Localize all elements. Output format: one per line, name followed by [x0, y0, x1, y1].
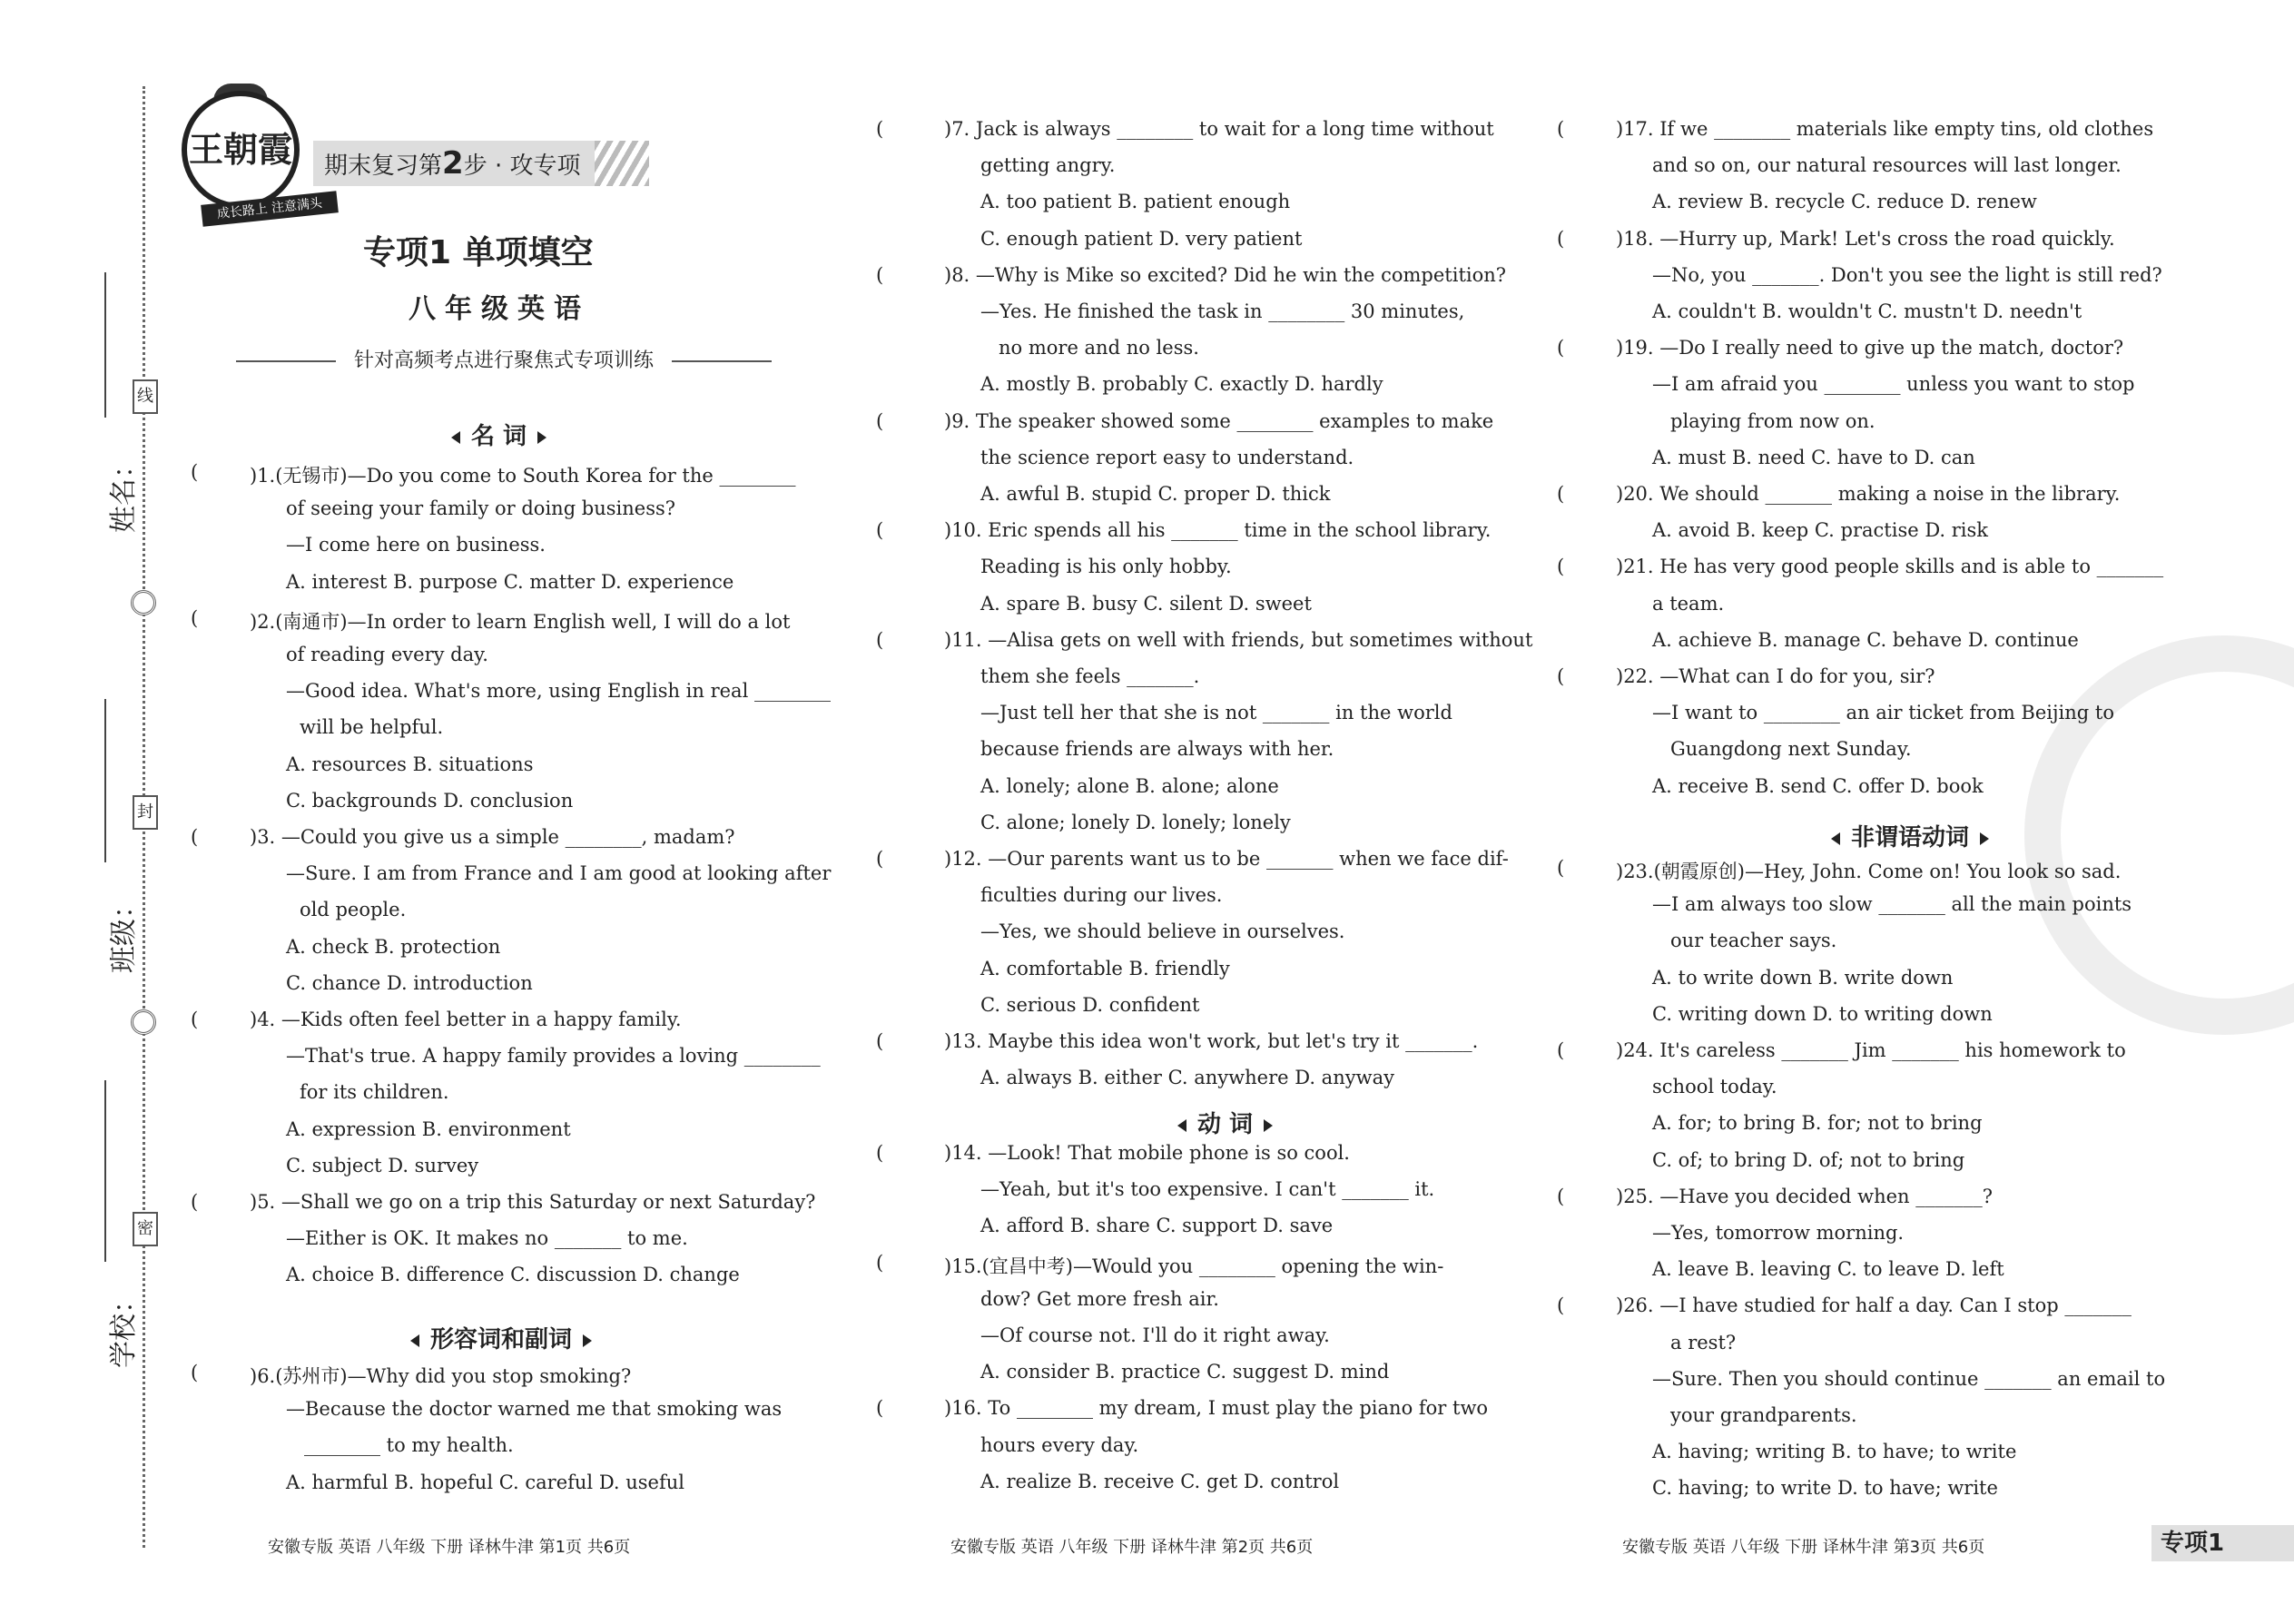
- question-line: a team.: [1652, 593, 1725, 615]
- binding-ring: [131, 1009, 156, 1035]
- question-line: —Sure. I am from France and I am good at looking after: [286, 862, 832, 884]
- question-line: A. achieve B. manage C. behave D. continue: [1652, 629, 2079, 651]
- question-line: C. chance D. introduction: [286, 972, 533, 994]
- question-line: —I come here on business.: [286, 534, 546, 556]
- answer-bracket[interactable]: (: [191, 607, 199, 629]
- answer-bracket[interactable]: (: [1557, 665, 1565, 687]
- question-line: A. for; to bring B. for; not to bring: [1652, 1112, 1983, 1134]
- mark-xian: 线: [133, 379, 158, 414]
- question-line: and so on, our natural resources will last longer.: [1652, 154, 2122, 176]
- question-line: A. choice B. difference C. discussion D. change: [286, 1264, 740, 1285]
- answer-bracket[interactable]: (: [876, 519, 884, 541]
- question-line: old people.: [300, 899, 407, 920]
- question-line: your grandparents.: [1670, 1404, 1857, 1426]
- question-line: —Just tell her that she is not _______ in the world: [980, 702, 1452, 723]
- answer-bracket[interactable]: (: [876, 848, 884, 870]
- banner-num: 2: [442, 145, 464, 182]
- question-line: A. consider B. practice C. suggest D. mind: [980, 1361, 1390, 1383]
- question-line: getting angry.: [980, 154, 1116, 176]
- answer-bracket[interactable]: (: [876, 1397, 884, 1419]
- answer-bracket[interactable]: (: [1557, 857, 1565, 879]
- question-line: a rest?: [1670, 1332, 1737, 1353]
- question-line: —Yes, tomorrow morning.: [1652, 1222, 1905, 1244]
- answer-bracket[interactable]: (: [1557, 483, 1565, 505]
- question-line: —Yes, we should believe in ourselves.: [980, 920, 1345, 942]
- logo-ribbon: 成长路上 注意满头: [201, 191, 339, 227]
- question-stem: )22. —What can I do for you, sir?: [1616, 665, 1935, 687]
- question-stem: )21. He has very good people skills and is able to _______: [1616, 556, 2164, 577]
- question-stem: )8. —Why is Mike so excited? Did he win the competition?: [944, 264, 1507, 286]
- question-line: —Good idea. What's more, using English in real ________: [286, 680, 831, 702]
- question-stem: )2.(南通市)—In order to learn English well, I will do a lot: [250, 611, 791, 633]
- question-line: —Sure. Then you should continue _______ an email to: [1652, 1368, 2166, 1390]
- question-stem: )17. If we ________ materials like empty tins, old clothes: [1616, 118, 2154, 140]
- question-line: —Yeah, but it's too expensive. I can't _______ it.: [980, 1178, 1435, 1200]
- question-line: no more and no less.: [999, 337, 1199, 359]
- watermark-stamp: [2024, 635, 2294, 1035]
- question-line: A. mostly B. probably C. exactly D. hardly: [980, 373, 1383, 395]
- question-line: C. subject D. survey: [286, 1155, 479, 1176]
- question-line: C. enough patient D. very patient: [980, 228, 1303, 250]
- question-line: A. awful B. stupid C. proper D. thick: [980, 483, 1331, 505]
- answer-bracket[interactable]: (: [191, 1191, 199, 1213]
- question-stem: )14. —Look! That mobile phone is so cool.: [944, 1142, 1350, 1164]
- question-line: —Either is OK. It makes no _______ to me.: [286, 1227, 688, 1249]
- answer-bracket[interactable]: (: [1557, 1294, 1565, 1316]
- answer-bracket[interactable]: (: [191, 826, 199, 848]
- section-verb: [1167, 1106, 1284, 1139]
- question-line: A. afford B. share C. support D. save: [980, 1215, 1334, 1236]
- brand-logo: 王朝霞: [182, 91, 300, 209]
- question-line: —That's true. A happy family provides a loving ________: [286, 1045, 821, 1067]
- question-stem: )7. Jack is always ________ to wait for a long time without: [944, 118, 1494, 140]
- question-line: them she feels _______.: [980, 665, 1200, 687]
- question-line: C. backgrounds D. conclusion: [286, 790, 574, 812]
- question-line: dow? Get more fresh air.: [980, 1288, 1219, 1310]
- section-nonfinite-label: 非谓语动词: [1851, 824, 1970, 851]
- question-stem: )12. —Our parents want us to be _______ when we face dif-: [944, 848, 1509, 870]
- question-line: of reading every day.: [286, 644, 488, 665]
- answer-bracket[interactable]: (: [1557, 1039, 1565, 1061]
- question-line: Reading is his only hobby.: [980, 556, 1232, 577]
- page-subtitle: 八年级英语: [409, 293, 590, 325]
- page-title: 专项1 单项填空: [363, 234, 594, 271]
- question-stem: )3. —Could you give us a simple ________, madam?: [250, 826, 735, 848]
- question-line: A. always B. either C. anywhere D. anyway: [980, 1067, 1394, 1088]
- question-line: C. of; to bring D. of; not to bring: [1652, 1149, 1965, 1171]
- footer-page-3: 安徽专版 英语 八年级 下册 译林牛津 第3页 共6页: [1622, 1538, 1985, 1557]
- mark-mi: 密: [133, 1212, 158, 1246]
- question-stem: )4. —Kids often feel better in a happy family.: [250, 1009, 682, 1030]
- question-line: C. alone; lonely D. lonely; lonely: [980, 812, 1291, 833]
- question-line: —I want to ________ an air ticket from Beijing to: [1652, 702, 2114, 723]
- school-blank: [104, 1080, 106, 1262]
- question-line: C. having; to write D. to have; write: [1652, 1477, 1998, 1499]
- series-banner: [313, 141, 633, 186]
- question-line: A. comfortable B. friendly: [980, 958, 1230, 979]
- answer-bracket[interactable]: (: [876, 629, 884, 651]
- question-line: —I am always too slow _______ all the main points: [1652, 893, 2132, 915]
- question-line: A. interest B. purpose C. matter D. experience: [286, 571, 734, 593]
- question-line: will be helpful.: [300, 716, 444, 738]
- question-line: A. resources B. situations: [286, 753, 534, 775]
- tagline-text: 针对高频考点进行聚焦式专项训练: [354, 349, 655, 372]
- question-line: A. having; writing B. to have; to write: [1652, 1441, 2017, 1462]
- class-label: 班级：: [108, 891, 140, 973]
- section-noun-label: 名 词: [471, 423, 527, 450]
- answer-bracket[interactable]: (: [1557, 228, 1565, 250]
- tagline: [218, 345, 790, 373]
- answer-bracket[interactable]: (: [876, 1142, 884, 1164]
- question-line: our teacher says.: [1670, 930, 1837, 951]
- question-line: of seeing your family or doing business?: [286, 497, 676, 519]
- question-line: A. check B. protection: [286, 936, 501, 958]
- question-line: A. too patient B. patient enough: [980, 191, 1291, 212]
- answer-bracket[interactable]: (: [876, 264, 884, 286]
- answer-bracket[interactable]: (: [191, 1009, 199, 1030]
- question-stem: )9. The speaker showed some ________ examples to make: [944, 410, 1494, 432]
- question-stem: )24. It's careless _______ Jim _______ his homework to: [1616, 1039, 2126, 1061]
- section-adj: [399, 1321, 603, 1354]
- question-line: Guangdong next Sunday.: [1670, 738, 1912, 760]
- question-line: ________ to my health.: [304, 1434, 514, 1456]
- question-stem: )11. —Alisa gets on well with friends, but sometimes without: [944, 629, 1533, 651]
- school-label: 学校：: [108, 1286, 140, 1368]
- answer-bracket[interactable]: (: [876, 1030, 884, 1052]
- question-stem: )25. —Have you decided when _______?: [1616, 1186, 1993, 1207]
- question-line: A. avoid B. keep C. practise D. risk: [1652, 519, 1989, 541]
- question-stem: )18. —Hurry up, Mark! Let's cross the road quickly.: [1616, 228, 2115, 250]
- banner-post: 步 · 攻专项: [463, 153, 581, 180]
- question-line: —Of course not. I'll do it right away.: [980, 1324, 1330, 1346]
- section-adj-label: 形容词和副词: [430, 1326, 573, 1353]
- mark-feng: 封: [133, 795, 158, 830]
- answer-bracket[interactable]: (: [191, 1362, 199, 1383]
- section-nonfinite: [1820, 819, 2000, 852]
- question-stem: )20. We should _______ making a noise in the library.: [1616, 483, 2121, 505]
- question-stem: )1.(无锡市)—Do you come to South Korea for the ________: [250, 465, 796, 487]
- question-line: A. couldn't B. wouldn't C. mustn't D. needn't: [1652, 300, 2082, 322]
- question-line: school today.: [1652, 1076, 1777, 1097]
- question-line: —I am afraid you ________ unless you want to stop: [1652, 373, 2135, 395]
- question-line: ficulties during our lives.: [980, 884, 1223, 906]
- question-line: —Yes. He finished the task in ________ 30 minutes,: [980, 300, 1465, 322]
- question-line: the science report easy to understand.: [980, 447, 1354, 468]
- question-stem: )10. Eric spends all his _______ time in the school library.: [944, 519, 1492, 541]
- question-line: playing from now on.: [1670, 410, 1876, 432]
- banner-stripes: [595, 141, 649, 186]
- question-stem: )16. To ________ my dream, I must play the piano for two: [944, 1397, 1489, 1419]
- section-verb-label: 动 词: [1197, 1111, 1254, 1138]
- question-stem: )23.(朝霞原创)—Hey, John. Come on! You look so sad.: [1616, 861, 2122, 882]
- footer-page-2: 安徽专版 英语 八年级 下册 译林牛津 第2页 共6页: [950, 1538, 1314, 1557]
- question-line: hours every day.: [980, 1434, 1139, 1456]
- answer-bracket[interactable]: (: [1557, 118, 1565, 140]
- binding-ring: [131, 590, 156, 615]
- question-stem: )15.(宜昌中考)—Would you ________ opening the win-: [944, 1255, 1444, 1277]
- question-stem: )5. —Shall we go on a trip this Saturday or next Saturday?: [250, 1191, 816, 1213]
- question-stem: )19. —Do I really need to give up the match, doctor?: [1616, 337, 2124, 359]
- answer-bracket[interactable]: (: [876, 118, 884, 140]
- question-line: A. receive B. send C. offer D. book: [1652, 775, 1984, 797]
- name-label: 姓名：: [108, 451, 140, 533]
- banner-pre: 期末复习第: [324, 153, 443, 180]
- question-line: A. expression B. environment: [286, 1118, 571, 1140]
- section-noun: [440, 418, 557, 451]
- question-line: A. harmful B. hopeful C. careful D. useful: [286, 1471, 685, 1493]
- answer-bracket[interactable]: (: [191, 461, 199, 483]
- question-line: for its children.: [300, 1081, 449, 1103]
- question-line: A. must B. need C. have to D. can: [1652, 447, 1975, 468]
- section-tab: 专项1: [2151, 1525, 2294, 1561]
- answer-bracket[interactable]: (: [876, 1252, 884, 1274]
- question-line: —Because the doctor warned me that smoking was: [286, 1398, 783, 1420]
- question-stem: )26. —I have studied for half a day. Can I stop _______: [1616, 1294, 2132, 1316]
- question-line: C. writing down D. to writing down: [1652, 1003, 1993, 1025]
- question-line: A. leave B. leaving C. to leave D. left: [1652, 1258, 2004, 1280]
- name-blank: [104, 272, 106, 418]
- footer-page-1: 安徽专版 英语 八年级 下册 译林牛津 第1页 共6页: [268, 1538, 631, 1557]
- question-line: because friends are always with her.: [980, 738, 1334, 760]
- question-line: A. to write down B. write down: [1652, 967, 1954, 989]
- question-line: A. spare B. busy C. silent D. sweet: [980, 593, 1312, 615]
- question-stem: )13. Maybe this idea won't work, but let's try it _______.: [944, 1030, 1479, 1052]
- binding-margin: [0, 0, 182, 1624]
- question-line: A. realize B. receive C. get D. control: [980, 1471, 1340, 1492]
- class-blank: [104, 699, 106, 862]
- question-line: A. lonely; alone B. alone; alone: [980, 775, 1279, 797]
- answer-bracket[interactable]: (: [876, 410, 884, 432]
- question-stem: )6.(苏州市)—Why did you stop smoking?: [250, 1365, 632, 1387]
- question-line: —No, you _______. Don't you see the light is still red?: [1652, 264, 2162, 286]
- question-line: C. serious D. confident: [980, 994, 1200, 1016]
- answer-bracket[interactable]: (: [1557, 337, 1565, 359]
- answer-bracket[interactable]: (: [1557, 1186, 1565, 1207]
- answer-bracket[interactable]: (: [1557, 556, 1565, 577]
- question-line: A. review B. recycle C. reduce D. renew: [1652, 191, 2037, 212]
